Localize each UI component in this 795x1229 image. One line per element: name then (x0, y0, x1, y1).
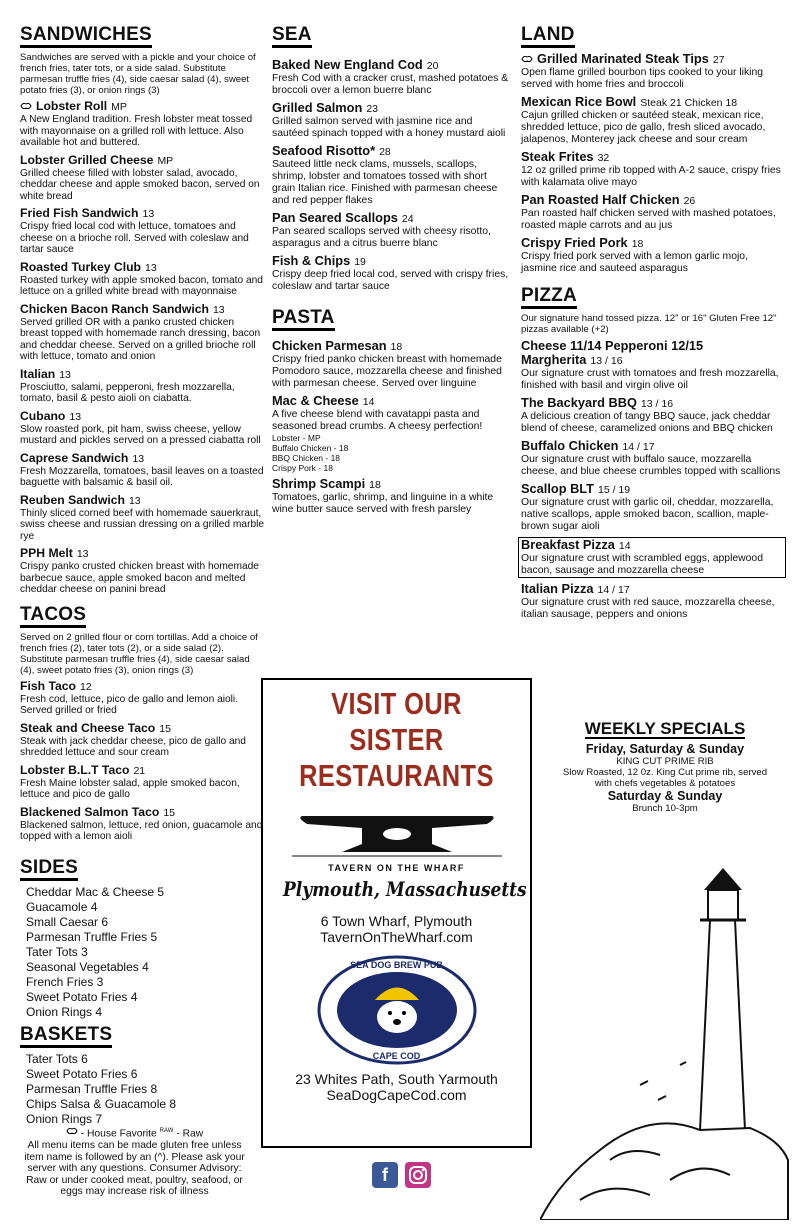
menu-item (521, 95, 783, 146)
menu-item (20, 493, 265, 543)
raw-mark: RAW (159, 1128, 174, 1134)
menu-item-description: Crispy fried local cod with lettuce, tomatoes and cheese on a brioche roll. Served with coleslaw and tartar sauce (20, 221, 249, 255)
menu-item (20, 451, 265, 489)
promo-title-line3: RESTAURANTS (299, 758, 494, 793)
list-item: Parmesan Truffle Fries 5 (26, 929, 158, 944)
menu-item-description: Open flame grilled bourbon tips cooked to your liking served with home fries and broccoli (521, 67, 764, 90)
menu-item-description: Cajun grilled chicken or sautéed steak, mexican rice, shredded lettuce, pico de gallo, fresh sliced avocado, jalapenos, Monterey jack cheese and sour cream (521, 110, 766, 145)
menu-item-name: Fish Taco 12 (20, 678, 92, 693)
menu-item-name: Blackened Salmon Taco 15 (20, 804, 175, 819)
list-item: Sweet Potato Fries 4 (26, 989, 138, 1004)
sister-restaurants-box (261, 678, 532, 1148)
column-left (20, 26, 265, 1127)
legend-favorite: - House Favorite (80, 1128, 157, 1140)
menu-item-description: Our signature crust with buffalo sauce, mozzarella cheese, and blue cheese crumbles topped with scallions (521, 454, 781, 477)
menu-item-description: Tomatoes, garlic, shrimp, and linguine in a white wine butter sauce served with fresh parsley (272, 492, 494, 515)
menu-item-price: 18 (369, 479, 381, 491)
weekly-special1: KING CUT PRIME RIB (616, 756, 714, 767)
menu-item (20, 367, 265, 405)
menu-item-name: Pan Seared Scallops 24 (272, 210, 414, 225)
tavern-website-link[interactable]: TavernOnTheWharf.com (320, 929, 473, 945)
menu-item-price: 24 (401, 213, 414, 225)
tacos-heading: TACOS (20, 606, 86, 628)
menu-item-price: 13 (128, 494, 141, 507)
pizza-list (521, 353, 783, 621)
menu-item (272, 477, 512, 516)
menu-item (521, 582, 783, 621)
list-item: Seasonal Vegetables 4 (26, 959, 149, 974)
menu-item (272, 144, 512, 207)
menu-item-price: 23 (366, 103, 378, 115)
menu-item (521, 236, 783, 275)
menu-item-name: Fish & Chips 19 (272, 253, 366, 268)
menu-item-description: Our signature crust with scrambled eggs, applewood bacon, sausage and mozzarella cheese (521, 553, 763, 576)
promo-title-line1: VISIT OUR (331, 686, 462, 721)
menu-item-price: 14 / 17 (597, 584, 630, 596)
menu-item (272, 101, 512, 140)
menu-item-description: Fresh Maine lobster salad, apple smoked bacon, lettuce and pico de gallo (20, 777, 240, 800)
menu-item-price: 13 / 16 (590, 355, 623, 367)
menu-item-price: 15 (159, 722, 171, 735)
weekly-special1-desc: Slow Roasted, 12 0z. King Cut prime rib, served with chefs vegetables & potatoes (562, 767, 768, 789)
menu-item-name: Lobster B.L.T Taco 21 (20, 762, 146, 777)
menu-item-name: Shrimp Scampi 18 (272, 476, 381, 491)
pasta-heading: PASTA (272, 309, 335, 331)
menu-item-price: 13 / 16 (640, 398, 674, 410)
list-item: Onion Rings 7 (26, 1111, 103, 1126)
legend (22, 1126, 247, 1140)
facebook-icon[interactable]: f (372, 1162, 398, 1188)
city-script: Plymouth, Massachusetts (283, 877, 527, 901)
menu-item-name: Baked New England Cod 20 (272, 57, 439, 72)
menu-item-price: 28 (379, 146, 391, 158)
menu-item (20, 409, 265, 447)
menu-item-description: Our signature crust with red sauce, mozzarella cheese, italian sausage, peppers and onions (521, 597, 775, 620)
sandwiches-heading: SANDWICHES (20, 26, 152, 48)
menu-item-name: Roasted Turkey Club 13 (20, 259, 157, 274)
weekly-days2: Saturday & Sunday (607, 789, 723, 803)
baskets-list (20, 1052, 265, 1127)
menu-item-price: 13 (145, 261, 157, 274)
tavern-logo (263, 804, 530, 873)
weekly-specials (560, 720, 770, 814)
menu-item-price: 27 (712, 54, 725, 66)
menu-item-name: Italian Pizza 14 / 17 (521, 581, 630, 596)
menu-item-description: Fresh cod, lettuce, pico de gallo and lemon aioli. Served grilled or fried (20, 693, 239, 716)
menu-item-description: Fresh Mozzarella, tomatoes, basil leaves on a toasted baguette with balsamic & basil oil. (20, 465, 264, 488)
menu-item-name: Mac & Cheese 14 (272, 393, 375, 408)
menu-item-description: Slow roasted pork, pit ham, swiss cheese, yellow mustard and pickles served on a pressed ciabatta roll (20, 423, 261, 446)
menu-item (20, 260, 265, 298)
menu-item-description: Roasted turkey with apple smoked bacon, tomato and lettuce on a grilled white bread with mayonnaise (20, 274, 263, 297)
menu-item-description: Our signature crust with garlic oil, cheddar, mozzarella, native scallops, apple smoked bacon, scallion, maple-brown sugar aioli (521, 497, 774, 532)
menu-item-name: Lobster Grilled Cheese MP (20, 152, 174, 167)
column-right (521, 26, 783, 625)
menu-item-description: Blackened salmon, lettuce, red onion, guacamole and topped with a lemon aioli (20, 819, 263, 842)
list-item: Tater Tots 6 (26, 1051, 88, 1066)
promo-title (287, 686, 506, 794)
legend-raw: - Raw (176, 1128, 204, 1140)
house-favorite-icon (20, 100, 32, 110)
menu-item-price: 18 (631, 238, 644, 250)
menu-item-description: A delicious creation of tangy BBQ sauce, jack cheddar blend of cheese, caramelized onions and BBQ chicken (521, 411, 773, 434)
menu-item-price: 13 (59, 368, 71, 381)
menu-item-description: Grilled salmon served with jasmine rice and sautéed spinach topped with a honey mustard aioli (272, 116, 506, 139)
menu-item-name: Italian 13 (20, 366, 71, 381)
menu-item-name: Pan Roasted Half Chicken 26 (521, 192, 696, 207)
menu-item-name: Cubano 13 (20, 408, 82, 423)
menu-item-description: Steak with jack cheddar cheese, pico de gallo and shredded lettuce and sour cream (20, 735, 246, 758)
seadog-logo (317, 955, 477, 1065)
sandwiches-list (20, 99, 265, 596)
column-middle (272, 26, 512, 520)
tacos-intro: Served on 2 grilled flour or corn tortillas. Add a choice of french fries (2), tater tots (2), or a side salad (2). Substitute parmesan truffle fries (4), side caesar salad (4), sweet potato fries (3), onion rings (3) (20, 631, 258, 676)
menu-item (521, 150, 783, 189)
list-item: Tater Tots 3 (26, 944, 88, 959)
menu-item-name: Seafood Risotto* 28 (272, 143, 391, 158)
menu-item-description: Fresh Cod with a cracker crust, mashed potatoes & broccoli over a lemon buerre blanc (272, 73, 509, 96)
menu-item (20, 546, 265, 596)
menu-item-description: Crispy panko crusted chicken breast with homemade barbecue sauce, apple smoked bacon and melted cheddar cheese on panini bread (20, 561, 259, 595)
menu-item-name: Chicken Bacon Ranch Sandwich 13 (20, 301, 225, 316)
list-item: Sweet Potato Fries 6 (26, 1066, 138, 1081)
tavern-logo-text: TAVERN ON THE WHARF (328, 863, 465, 873)
menu-item-description: Thinly sliced corned beef with homemade sauerkraut, swiss cheese and russian dressing on a grilled marble rye (20, 507, 265, 542)
menu-item-description: 12 oz grilled prime rib topped with A-2 sauce, crispy fries with kalamata olive mayo (521, 165, 781, 188)
menu-item-price: 20 (426, 60, 439, 72)
menu-item-price: 21 (133, 764, 146, 777)
sea-heading: SEA (272, 26, 312, 48)
menu-item-description: Crispy fried panko chicken breast with homemade Pomodoro sauce, mozzarella cheese and finished with parmesan cheese. Served over linguine (272, 354, 502, 389)
menu-item (521, 439, 783, 478)
tacos-list (20, 679, 265, 843)
menu-item-description: Sauteed little neck clams, mussels, scallops, shrimp, lobster and tomatoes tossed with short grain Italian rice. Finished with parmesan cheese and red pepper flakes (272, 159, 498, 206)
menu-item (518, 537, 786, 578)
house-favorite-icon (521, 53, 533, 63)
menu-item-name: Steak and Cheese Taco 15 (20, 720, 171, 735)
menu-item-name: Steak Frites 32 (521, 149, 610, 164)
menu-item (20, 805, 265, 843)
menu-item-description: Pan roasted half chicken served with mashed potatoes, roasted maple carrots and au jus (521, 208, 776, 231)
menu-item (20, 99, 265, 149)
list-item: Chips Salsa & Guacamole 8 (26, 1096, 177, 1111)
menu-item-description: A five cheese blend with cavatappi pasta and seasoned bread crumbs. A cheesy perfection! (272, 409, 483, 432)
menu-item-price: 14 / 17 (622, 441, 655, 453)
menu-item-description: Crispy deep fried local cod, served with crispy fries, coleslaw and tartar sauce (272, 269, 509, 292)
list-item: Small Caesar 6 (26, 914, 109, 929)
menu-item-price: Steak 21 Chicken 18 (640, 97, 738, 109)
menu-item-description: Served grilled OR with a panko crusted chicken breast topped with homemade ranch dressing, bacon and cheddar cheese. Served on a grilled brioche roll with lettuce, tomato and onion (20, 316, 261, 362)
menu-item (272, 394, 512, 473)
menu-item-addon: Crispy Pork - 18 (272, 463, 333, 473)
seadog-badge-icon (317, 955, 477, 1065)
menu-item (521, 396, 783, 435)
menu-item (20, 721, 265, 759)
baskets-heading: BASKETS (20, 1026, 112, 1048)
list-item: Cheddar Mac & Cheese 5 (26, 884, 165, 899)
menu-item-price: 14 (618, 540, 631, 552)
footer-notes (22, 1126, 247, 1198)
menu-item-name: Fried Fish Sandwich 13 (20, 206, 155, 220)
menu-item-price: 14 (362, 396, 375, 408)
sandwiches-intro: Sandwiches are served with a pickle and your choice of french fries, tater tots, or a side salad. Substitute parmesan truffle fries (4), side caesar salad (4), sweet potato fries (3), or onion rings (3) (20, 52, 256, 96)
menu-item-price: 13 (212, 303, 225, 316)
menu-item-name: Scallop BLT 15 / 19 (521, 481, 631, 496)
menu-item-description: Pan seared scallops served with cheesy risotto, asparagus and a citrus buerre blanc (272, 226, 491, 249)
land-list (521, 52, 783, 275)
menu-item-name: Breakfast Pizza 14 (521, 537, 631, 552)
menu-item (521, 353, 783, 392)
menu-item (272, 339, 512, 390)
menu-item-price: 15 / 19 (598, 484, 631, 496)
menu-item-name: Lobster Roll MP (20, 99, 265, 114)
list-item: Onion Rings 4 (26, 1004, 103, 1019)
pasta-list (272, 339, 512, 516)
pizza-intro: Our signature hand tossed pizza. 12" or 16" Gluten Free 12" pizzas available (+2) (521, 313, 777, 335)
menu-item-name: Crispy Fried Pork 18 (521, 235, 644, 250)
menu-item-price: 18 (390, 341, 403, 353)
menu-item (20, 763, 265, 801)
menu-item-name: PPH Melt 13 (20, 546, 89, 560)
menu-item-name: Buffalo Chicken 14 / 17 (521, 438, 655, 453)
menu-item (272, 254, 512, 293)
sea-list (272, 58, 512, 293)
cleat-icon (282, 804, 512, 864)
seadog-logo-top: SEA DOG BREW PUB (350, 960, 443, 970)
seadog-logo-bottom: CAPE COD (372, 1051, 421, 1061)
land-heading: LAND (521, 26, 575, 48)
seadog-address: 23 Whites Path, South Yarmouth (295, 1071, 498, 1087)
menu-item-price: 12 (79, 680, 92, 693)
menu-item (20, 153, 265, 203)
seadog-website-link[interactable]: SeaDogCapeCod.com (326, 1087, 467, 1103)
promo-title-line2: SISTER (349, 722, 444, 757)
menu-item-price: 13 (69, 410, 82, 423)
menu-item-description: Grilled cheese filled with lobster salad, avocado, cheddar cheese and apple smoked bacon, served on white bread (20, 167, 260, 202)
menu-item (272, 58, 512, 97)
menu-item-description: Prosciutto, salami, pepperoni, fresh mozzarella, tomato, basil & pesto aioli on ciabatta. (20, 381, 235, 404)
menu-item-price: MP (157, 154, 174, 167)
instagram-icon[interactable] (405, 1162, 431, 1188)
menu-item (20, 302, 265, 363)
pizza-cheese-pepperoni: Cheese 11/14 Pepperoni 12/15 (521, 338, 704, 353)
weekly-days1: Friday, Saturday & Sunday (585, 742, 745, 756)
list-item: Guacamole 4 (26, 899, 98, 914)
menu-item-name: Chicken Parmesan 18 (272, 338, 403, 353)
menu-item-price: 19 (354, 256, 366, 268)
lighthouse-illustration (540, 860, 790, 1220)
menu-item (20, 679, 265, 717)
menu-item-name: Margherita 13 / 16 (521, 352, 623, 367)
menu-item-addon: Buffalo Chicken - 18 (272, 443, 349, 453)
sides-heading: SIDES (20, 859, 78, 881)
weekly-heading: WEEKLY SPECIALS (584, 719, 746, 738)
list-item: French Fries 3 (26, 974, 104, 989)
pizza-heading: PIZZA (521, 287, 577, 309)
sides-list (20, 885, 265, 1020)
menu-item-price: 32 (597, 152, 610, 164)
menu-item-addon: Lobster - MP (272, 433, 321, 443)
menu-item-price: 13 (132, 452, 145, 465)
menu-item-price: 13 (76, 548, 89, 560)
menu-item-name: Mexican Rice Bowl Steak 21 Chicken 18 (521, 94, 738, 109)
menu-item (521, 52, 783, 91)
menu-item-description: Our signature crust with tomatoes and fresh mozzarella, finished with basil and virgin olive oil (521, 368, 779, 391)
menu-item-name: Grilled Marinated Steak Tips 27 (521, 52, 783, 67)
menu-item-price: 26 (683, 195, 696, 207)
footer-text: All menu items can be made gluten free unless item name is followed by an (^). Please ask your server with any questions. Consumer Advisory: Raw or under cooked meat, poultry, seafood, or eggs may increase risk of illness (24, 1140, 245, 1198)
house-favorite-icon (66, 1128, 81, 1139)
menu-item (521, 482, 783, 533)
menu-item-addon: BBQ Chicken - 18 (272, 453, 341, 463)
list-item: Parmesan Truffle Fries 8 (26, 1081, 158, 1096)
menu-item-description: Crispy fried pork served with a lemon garlic mojo, jasmine rice and sauteed asparagus (521, 251, 748, 274)
menu-item (521, 193, 783, 232)
tavern-address: 6 Town Wharf, Plymouth (320, 913, 473, 929)
menu-item-price: 13 (142, 208, 155, 220)
menu-item-name: Grilled Salmon 23 (272, 100, 378, 115)
menu-item-name: Reuben Sandwich 13 (20, 492, 141, 507)
menu-item-name: The Backyard BBQ 13 / 16 (521, 395, 674, 410)
menu-item-price: MP (111, 101, 127, 113)
menu-item-price: 15 (163, 806, 175, 819)
menu-item-name: Caprese Sandwich 13 (20, 450, 145, 465)
menu-item-description: A New England tradition. Fresh lobster meat tossed with mayonnaise on a grilled roll with lettuce. Also available hot and buttered. (20, 114, 253, 148)
menu-item (272, 211, 512, 250)
weekly-special2: Brunch 10-3pm (632, 803, 698, 814)
menu-item (20, 206, 265, 256)
